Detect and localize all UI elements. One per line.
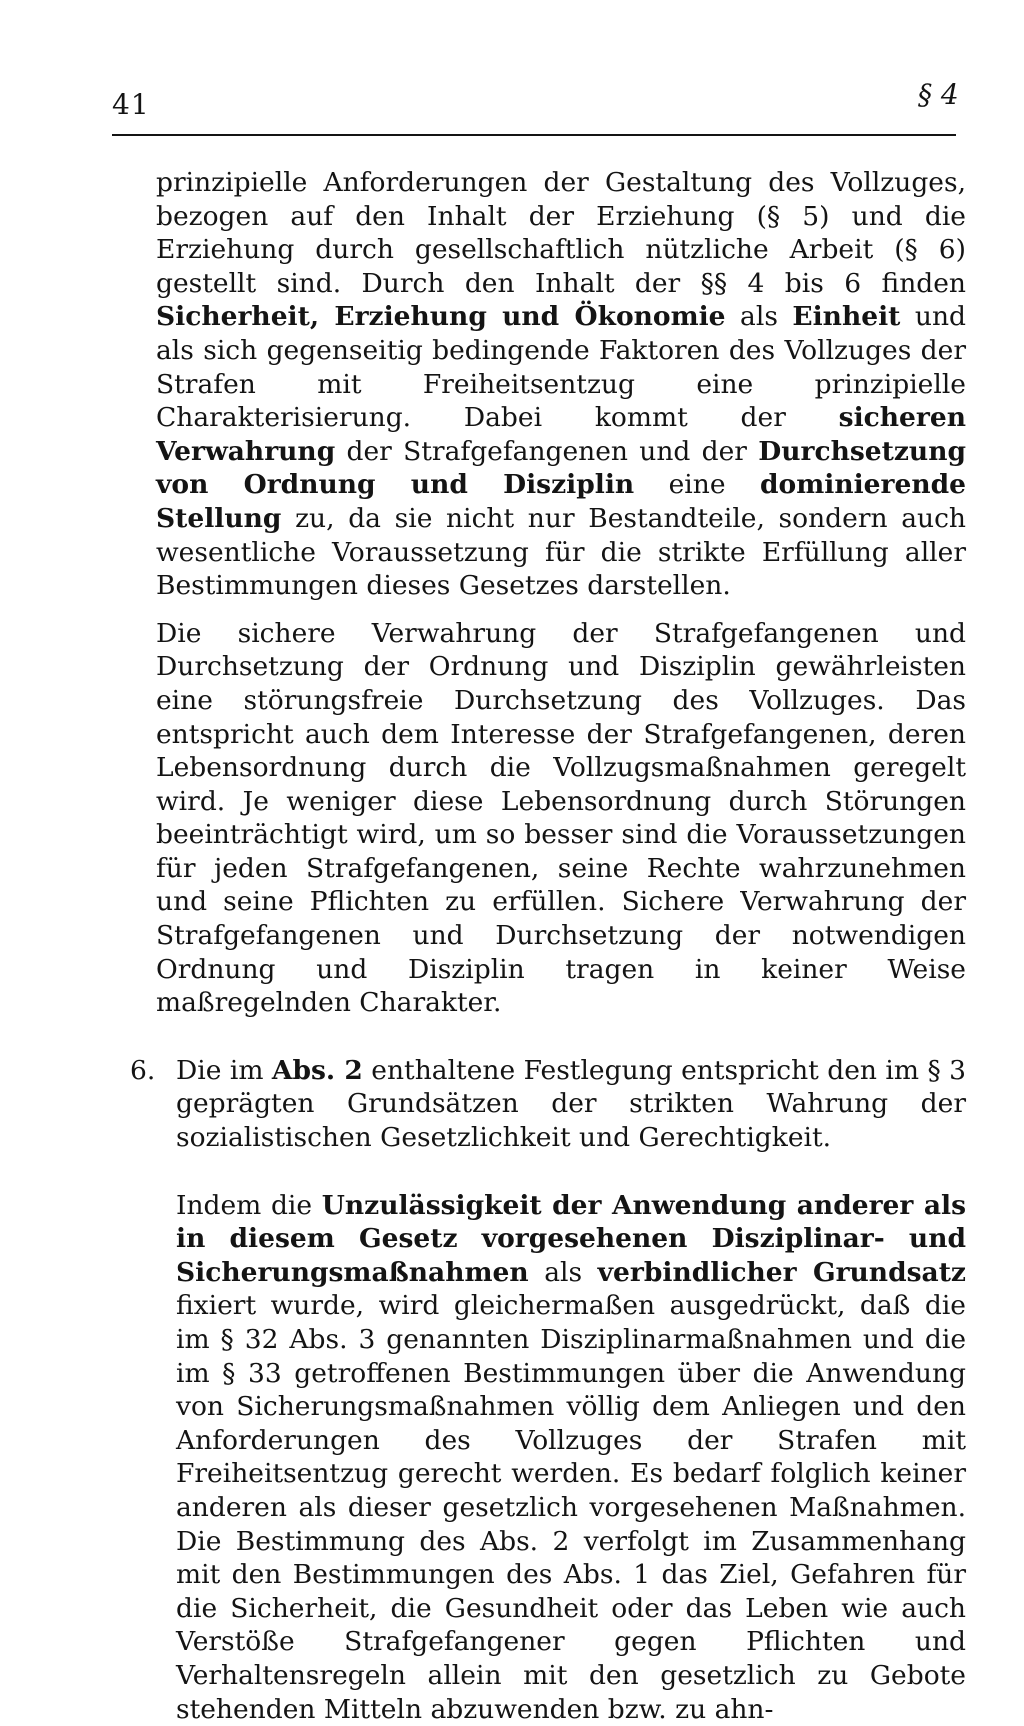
section-marker: § 4: [918, 78, 959, 111]
page-number: 41: [112, 88, 150, 121]
body-text: [130, 166, 967, 1726]
paragraph-1: prinzipielle Anforderungen der Gestaltung des Vollzuges, bezogen auf den Inhalt der Erziehung (§ 5) und die Erziehung durch gesellschaftlich nützliche Arbeit (§ 6) gestellt sind. Durch den Inhalt der §§ 4 bis 6 finden Sicherheit, Erziehung und Ökonomie als Einheit und als sich gegenseitig bedingende Faktoren des Vollzuges der Strafen mit Freiheitsentzug eine prinzipielle Charakterisierung. Dabei kommt der sicheren Verwahrung der Strafgefangenen und der Durchsetzung von Ordnung und Disziplin eine dominierende Stellung zu, da sie nicht nur Bestandteile, sondern auch wesentliche Voraussetzung für die strikte Erfüllung aller Bestimmungen dieses Gesetzes darstellen.: [156, 167, 966, 602]
list-item-number: 6.: [130, 1054, 156, 1086]
list-item-6: [130, 1054, 967, 1155]
paragraph-2: Die sichere Verwahrung der Strafgefangenen und Durchsetzung der Ordnung und Disziplin gewährleisten eine störungsfreie Durchsetzung des Vollzuges. Das entspricht auch dem Interesse der Strafgefangenen, deren Lebensordnung durch die Vollzugsmaßnahmen geregelt wird. Je weniger diese Lebensordnung durch Störungen beeinträchtigt wird, um so besser sind die Voraussetzungen für jeden Strafgefangenen, seine Rechte wahrzunehmen und seine Pflichten zu erfüllen. Sichere Verwahrung der Strafgefangenen und Durchsetzung der notwendigen Ordnung und Disziplin tragen in keiner Weise maßregelnden Charakter.: [156, 617, 966, 1019]
header-rule: [112, 134, 956, 136]
paragraph-4: Indem die Unzulässigkeit der Anwendung anderer als in diesem Gesetz vorgesehenen Disziplinar- und Sicherungsmaßnahmen als verbindlicher Grundsatz fixiert wurde, wird gleichermaßen ausgedrückt, daß die im § 32 Abs. 3 genannten Disziplinarmaßnahmen und die im § 33 getroffenen Bestimmungen über die Anwendung von Sicherungsmaßnahmen völlig dem Anliegen und den Anforderungen des Vollzuges der Strafen mit Freiheitsentzug gerecht werden. Es bedarf folglich keiner anderen als dieser gesetzlich vorgesehenen Maßnahmen. Die Bestimmung des Abs. 2 verfolgt im Zusammenhang mit den Bestimmungen des Abs. 1 das Ziel, Gefahren für die Sicherheit, die Gesundheit oder das Leben wie auch Verstöße Strafgefangener gegen Pflichten und Verhaltensregeln allein mit den gesetzlich zu Gebote stehenden Mitteln abzuwenden bzw. zu ahn-: [176, 1189, 966, 1725]
list-item-6-text: Die im Abs. 2 enthaltene Festlegung entspricht den im § 3 geprägten Grundsätzen der strikten Wahrung der sozialistischen Gesetzlichkeit und Gerechtigkeit.: [176, 1054, 967, 1154]
